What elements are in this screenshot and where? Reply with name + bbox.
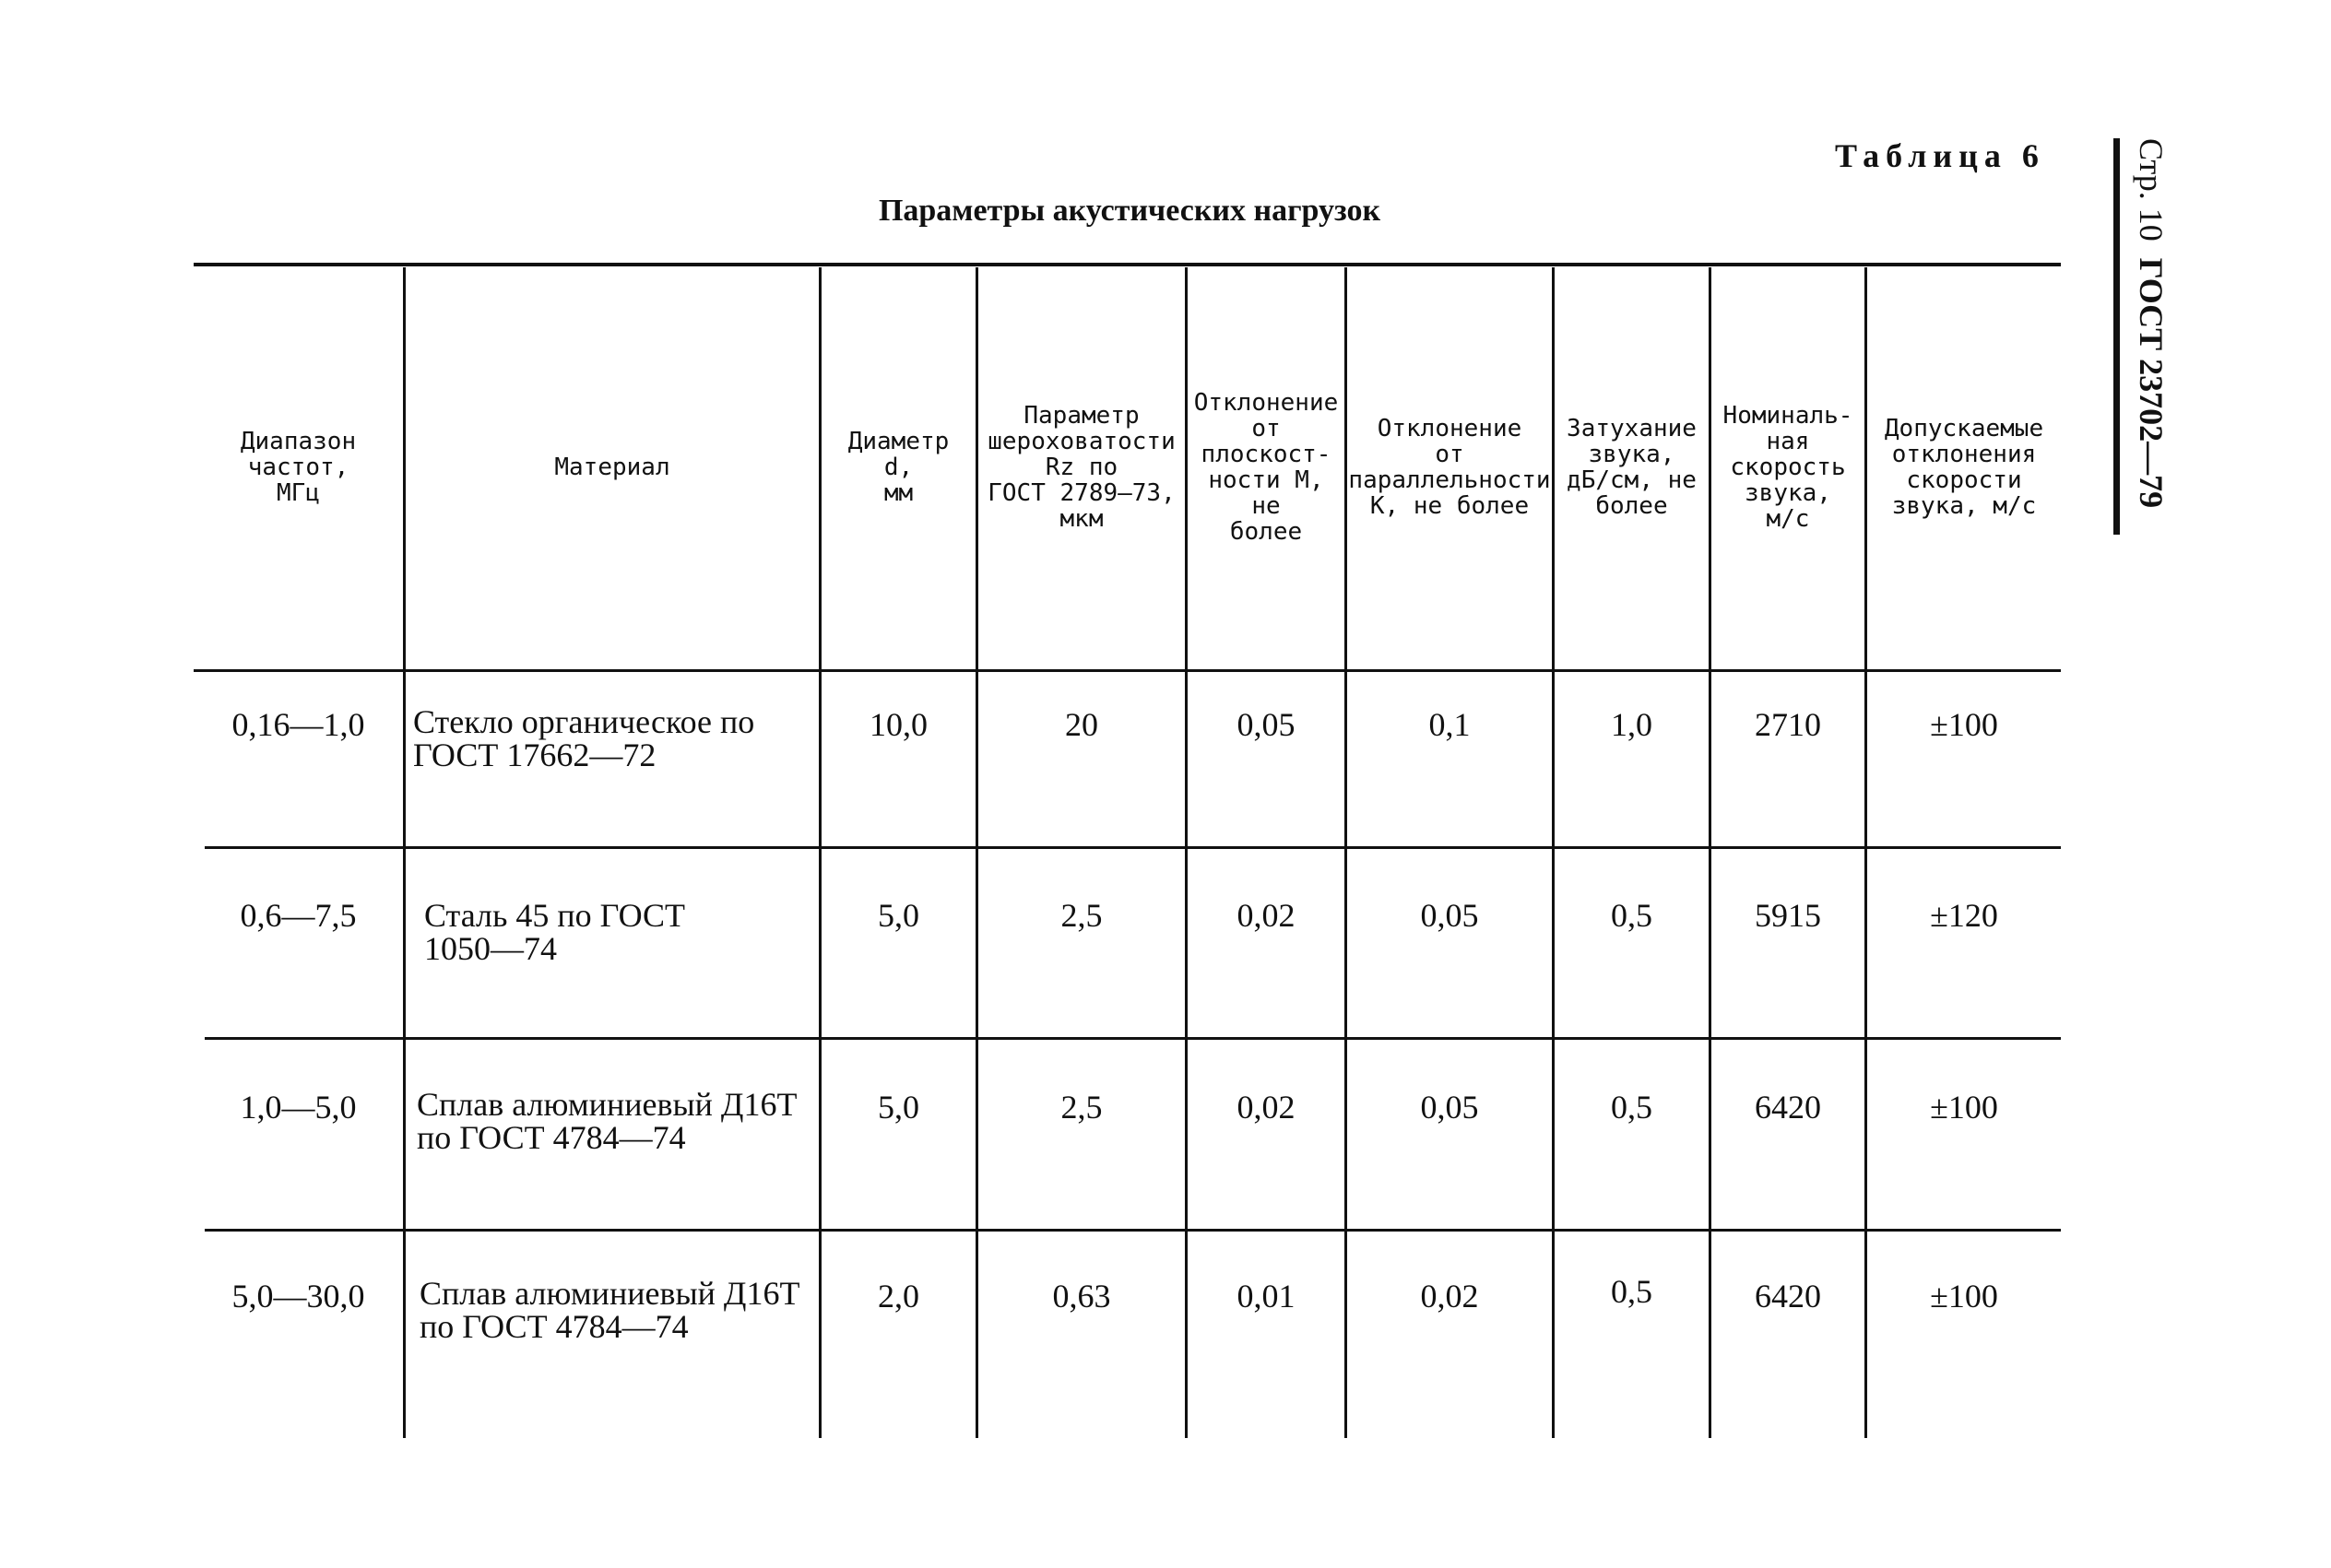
cell-speed: 6420 (1755, 1089, 1821, 1126)
side-header (2132, 138, 2171, 508)
cell-flatness: 0,01 (1236, 1278, 1296, 1315)
cell-roughness: 2,5 (1060, 1089, 1103, 1126)
header-attenuation: Затухание звука, дБ/см, не более (1567, 415, 1697, 520)
cell-parallelism: 0,1 (1428, 706, 1471, 743)
side-page: Стр. 10 (2133, 138, 2170, 242)
cell-flatness: 0,05 (1236, 706, 1296, 743)
row-divider (205, 1037, 2061, 1040)
cell-parallelism: 0,05 (1420, 897, 1479, 934)
cell-tolerance: ±100 (1930, 1278, 1998, 1315)
cell-tolerance: ±100 (1930, 706, 1998, 743)
cell-material: Сталь 45 по ГОСТ 1050—74 (424, 897, 686, 967)
cell-flatness: 0,02 (1236, 897, 1296, 934)
header-roughness: Параметр шероховатости Rz по ГОСТ 2789—73, мкм (988, 402, 1176, 533)
cell-flatness: 0,02 (1236, 1089, 1296, 1126)
header-speed: Номиналь- ная скорость звука, м/с (1722, 402, 1853, 533)
cell-attenuation: 0,5 (1611, 1089, 1652, 1126)
header-material: Материал (554, 454, 670, 481)
cell-roughness: 0,63 (1052, 1278, 1111, 1315)
table-label: Таблица 6 (1835, 137, 2045, 174)
cell-diameter: 5,0 (878, 1089, 919, 1126)
cell-range: 0,16—1,0 (231, 706, 365, 743)
cell-diameter: 5,0 (878, 897, 919, 934)
cell-material: Сплав алюминиевый Д16Т по ГОСТ 4784—74 (417, 1086, 798, 1156)
side-standard: ГОСТ 23702—79 (2133, 257, 2170, 509)
cell-material: Стекло органическое по ГОСТ 17662—72 (413, 703, 755, 773)
cell-parallelism: 0,05 (1420, 1089, 1479, 1126)
table-top-rule (194, 263, 2061, 266)
cell-speed: 5915 (1755, 897, 1821, 934)
cell-attenuation: 0,5 (1611, 1273, 1652, 1310)
cell-diameter: 2,0 (878, 1278, 919, 1315)
cell-roughness: 2,5 (1060, 897, 1103, 934)
row-divider (205, 846, 2061, 849)
cell-range: 1,0—5,0 (240, 1089, 357, 1126)
header-flatness: Отклонение от плоскост- ности М, не более (1193, 389, 1339, 546)
side-header-rule (2113, 138, 2120, 535)
cell-attenuation: 1,0 (1611, 706, 1652, 743)
cell-speed: 6420 (1755, 1278, 1821, 1315)
cell-range: 0,6—7,5 (240, 897, 357, 934)
header-parallelism: Отклонение от параллельности К, не более (1348, 415, 1551, 520)
cell-material: Сплав алюминиевый Д16Т по ГОСТ 4784—74 (420, 1275, 800, 1345)
row-divider (205, 1229, 2061, 1232)
cell-speed: 2710 (1755, 706, 1821, 743)
header-tolerance: Допускаемые отклонения скорости звука, м/с (1884, 415, 2044, 520)
cell-tolerance: ±100 (1930, 1089, 1998, 1126)
header-diameter: Диаметр d, мм (847, 428, 950, 507)
cell-tolerance: ±120 (1930, 897, 1998, 934)
cell-attenuation: 0,5 (1611, 897, 1652, 934)
cell-diameter: 10,0 (870, 706, 928, 743)
cell-parallelism: 0,02 (1420, 1278, 1479, 1315)
header-range: Диапазон частот, МГц (240, 428, 357, 507)
cell-roughness: 20 (1065, 706, 1098, 743)
table-header-rule (194, 669, 2061, 672)
cell-range: 5,0—30,0 (231, 1278, 365, 1315)
table-title: Параметры акустических нагрузок (878, 194, 1381, 228)
